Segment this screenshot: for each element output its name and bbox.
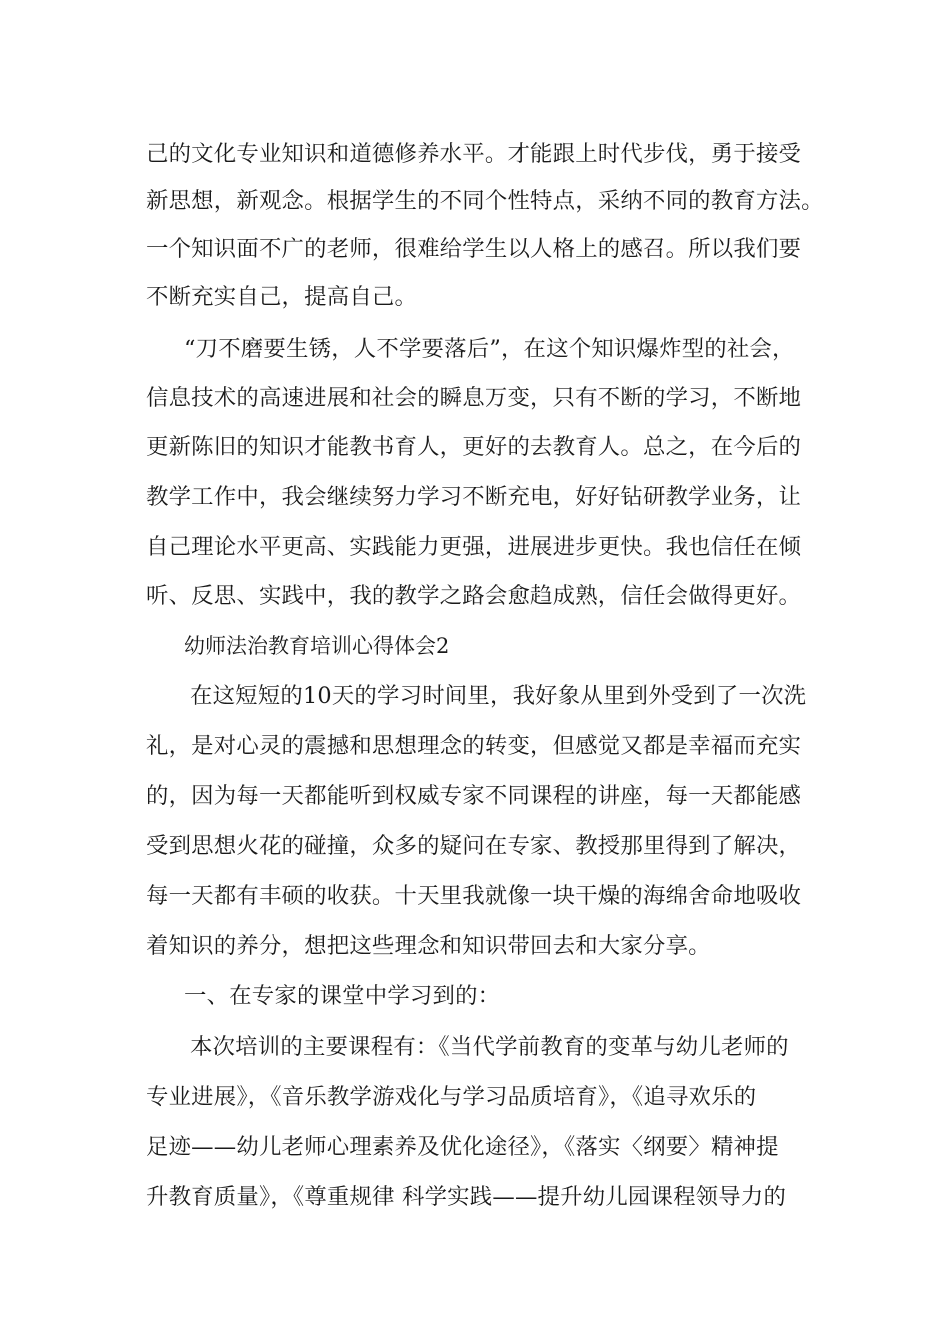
paragraph-line: 在这短短的10天的学习时间里，我好象从里到外受到了一次洗 [190, 683, 807, 709]
paragraph-line: 一个知识面不广的老师，很难给学生以人格上的感召。所以我们要 [146, 236, 802, 262]
paragraph-line: 着知识的养分，想把这些理念和知识带回去和大家分享。 [146, 933, 711, 959]
paragraph-line: 足迹——幼儿老师心理素养及优化途径》，《落实〈纲要〉精神提 [146, 1134, 779, 1160]
paragraph-line: 新思想，新观念。根据学生的不同个性特点，采纳不同的教育方法。 [146, 188, 824, 214]
paragraph-line: 本次培训的主要课程有：《当代学前教育的变革与幼儿老师的 [190, 1034, 789, 1060]
paragraph-line: 升教育质量》，《尊重规律 科学实践——提升幼儿园课程领导力的 [146, 1184, 787, 1210]
paragraph-line: 听、反思、实践中，我的教学之路会愈趋成熟，信任会做得更好。 [146, 583, 802, 609]
paragraph-line: 专业进展》，《音乐教学游戏化与学习品质培育》，《追寻欢乐的 [146, 1084, 757, 1110]
section-heading: 幼师法治教育培训心得体会2 [184, 634, 450, 658]
paragraph-line: 受到思想火花的碰撞，众多的疑问在专家、教授那里得到了解决， [146, 833, 802, 859]
paragraph-line: 礼，是对心灵的震撼和思想理念的转变，但感觉又都是幸福而充实 [146, 733, 802, 759]
paragraph-line: 教学工作中，我会继续努力学习不断充电，好好钻研教学业务，让 [146, 484, 802, 510]
paragraph-line: 自己理论水平更高、实践能力更强，进展进步更快。我也信任在倾 [146, 534, 802, 560]
paragraph-line: 不断充实自己，提高自己。 [146, 284, 418, 310]
paragraph-line: 的，因为每一天都能听到权威专家不同课程的讲座，每一天都能感 [146, 783, 802, 809]
paragraph-line: 更新陈旧的知识才能教书育人，更好的去教育人。总之，在今后的 [146, 434, 802, 460]
paragraph-line: 己的文化专业知识和道德修养水平。才能跟上时代步伐，勇于接受 [146, 141, 802, 167]
paragraph-line: 每一天都有丰硕的收获。十天里我就像一块干燥的海绵舍命地吸收 [146, 883, 802, 909]
paragraph-line: “刀不磨要生锈，人不学要落后”，在这个知识爆炸型的社会， [184, 336, 795, 362]
section-heading: 一、在专家的课堂中学习到的： [184, 983, 501, 1009]
paragraph-line: 信息技术的高速进展和社会的瞬息万变，只有不断的学习，不断地 [146, 385, 802, 411]
